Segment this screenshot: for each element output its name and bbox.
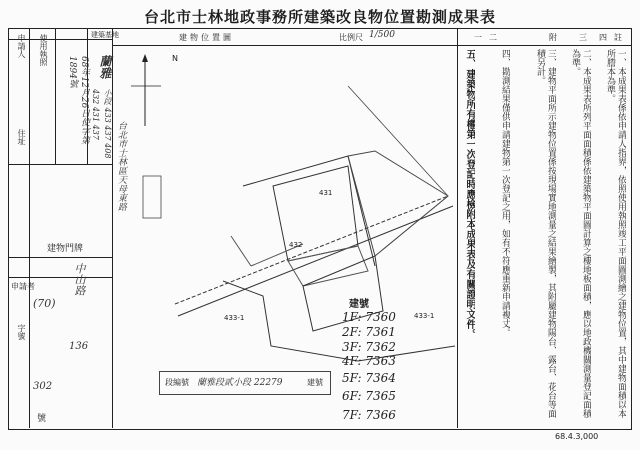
permit-header: 使用執照: [39, 34, 48, 66]
floor-7: 7F: 7366: [342, 408, 396, 422]
road-line: [175, 196, 448, 304]
floor-2: 2F: 7361: [342, 325, 396, 339]
building-number-label: 建號: [349, 299, 369, 310]
holder-label: 申請者: [11, 282, 35, 291]
notes-num-4: 四: [599, 33, 607, 42]
parcel-stamp-suffix: 建號: [307, 378, 323, 387]
road-line-2: [178, 206, 453, 316]
base-parcels: 小段 433 437 408 432 431 437: [91, 89, 112, 159]
lane-number: 136: [69, 341, 89, 352]
left-row-line-4: [9, 277, 112, 278]
parcel-label-3: 432: [289, 241, 303, 249]
parcel-stamp-prefix: 段編號: [165, 378, 189, 387]
building-footprint-2: [288, 246, 368, 286]
parcel-stamp-value: 蘭雅段貳小段 22279: [197, 378, 283, 388]
parcel-label-4: 431: [319, 189, 333, 197]
address-label: 住址: [17, 129, 26, 145]
scale-value: 1/500: [369, 30, 395, 40]
north-arrowhead-icon: [142, 54, 148, 62]
permit-date: 68年12月26日使字第1894號: [67, 56, 89, 145]
left-col-line-1: [29, 29, 30, 428]
applicant-stamp: 蘭雅: [98, 55, 112, 79]
north-label: N: [172, 54, 178, 63]
note-number: 302: [33, 381, 53, 392]
parcel-line-a: [223, 281, 455, 361]
left-col-line-2: [55, 29, 56, 164]
note-1: 一、本成果表係依申請人指界，依照使用執照竣工平面圖測繪之建物位置，其中建物面積以本所謄本為準。: [605, 49, 626, 418]
notes-num-2: 二: [489, 33, 497, 42]
base-header: 建築基地: [91, 31, 119, 39]
floor-6: 6F: 7365: [342, 389, 396, 403]
document-title: 台北市士林地政事務所建築改良物位置勘測成果表: [143, 8, 496, 26]
form-frame: [8, 28, 632, 430]
char-label: 字號: [17, 324, 26, 340]
applicant-header: 申請人: [17, 34, 26, 58]
parcel-line-b: [243, 156, 375, 266]
building-road: 中山路: [73, 263, 86, 296]
note-3: 三、建物平面所示建物位置係按現場實地測量之結果繪製，其附屬建物陽台、露台、花台等面積另計。: [535, 49, 556, 418]
notes-num-3: 三: [579, 33, 587, 42]
floor-3: 3F: 7362: [342, 340, 396, 354]
form-footer-code: 68.4.3,000: [555, 432, 599, 441]
notes-num-1: 一: [474, 33, 482, 42]
parcel-label-1: 433-1: [224, 314, 245, 322]
note-4: 四、勘測結果僅供申請建物第一次登記之用，如有不符應重新申請複丈。: [500, 49, 510, 337]
divider-right: [457, 29, 458, 428]
address-stamp: 台北市士林區天母東路: [116, 121, 126, 211]
building-footprint-1: [273, 166, 358, 261]
notes-header-line: [457, 45, 632, 46]
parcel-east: [348, 151, 448, 256]
parcel-label-2: 433-1: [414, 312, 435, 320]
note-5: 五、建築物所有權第一次登記時應檢附本成果表及有關證明文件。: [464, 49, 475, 339]
building-no-label: 建物門牌: [47, 244, 84, 254]
notes-zhu: 註: [614, 33, 622, 42]
floor-5: 5F: 7364: [342, 371, 396, 385]
map-header: 建物位置圖: [179, 33, 234, 42]
floor-4: 4F: 7363: [342, 354, 396, 368]
note-2: 二、本成果表所列平面面積係依建築物平面圖計算之樓地板面積，應以地政機關測量登記面積為準。: [570, 49, 591, 418]
floor-1: 1F: 7360: [342, 310, 396, 324]
left-row-line-2: [9, 164, 112, 165]
holder-code: (70): [33, 297, 56, 310]
scale-label: 比例尺: [339, 33, 363, 42]
bottom-label: 號: [37, 414, 47, 424]
notes-fu: 附: [549, 33, 557, 42]
left-row-line-3: [9, 257, 112, 258]
